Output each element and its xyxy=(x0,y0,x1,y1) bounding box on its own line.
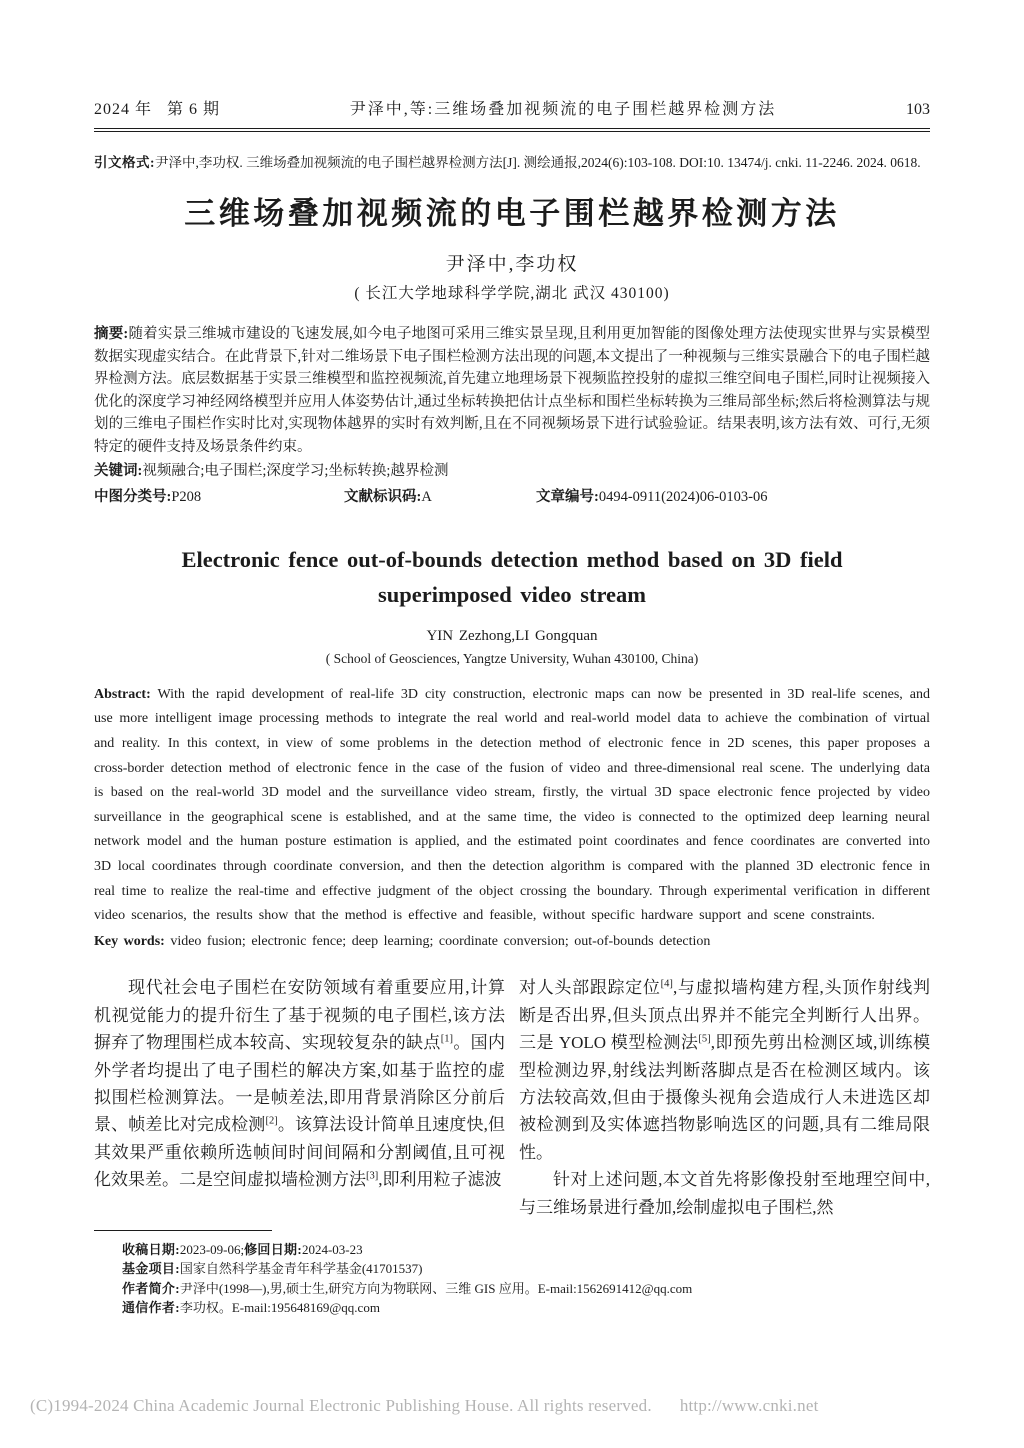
header-divider xyxy=(94,128,930,132)
article-title-cn: 三维场叠加视频流的电子围栏越界检测方法 xyxy=(184,196,840,231)
keywords-en-label: Key words: xyxy=(94,933,165,949)
footnote-divider xyxy=(94,1230,272,1231)
clc-label: 中图分类号: xyxy=(94,489,172,506)
footnote-corresponding-author: 通信作者:李功权。E-mail:195648169@qq.com xyxy=(122,1300,380,1316)
clc-value: P208 xyxy=(171,489,202,506)
citation-text: 尹泽中,李功权. 三维场叠加视频流的电子围栏越界检测方法[J]. 测绘通报,2024(6):103-108. DOI:10. 13474/j. cnki. 11-2246. 2024. 0618. xyxy=(155,155,921,170)
citation-line xyxy=(94,150,930,176)
abstract-cn-label: 摘要: xyxy=(94,326,129,342)
authors-en: YIN Zezhong,LI Gongquan xyxy=(426,627,598,644)
body-right-column xyxy=(519,974,930,1221)
article-title-en xyxy=(94,542,930,612)
footnote-author-bio: 作者简介:尹泽中(1998—),男,硕士生,研究方向为物联网、三维 GIS 应用。E-mail:1562691412@qq.com xyxy=(122,1280,693,1296)
keywords-cn-text: 视频融合;电子围栏;深度学习;坐标转换;越界检测 xyxy=(142,462,449,479)
keywords-cn xyxy=(94,460,930,483)
article-title-en-line1: Electronic fence out-of-bounds detection method based on 3D field xyxy=(181,546,843,572)
running-title: 尹泽中,等:三维场叠加视频流的电子围栏越界检测方法 xyxy=(349,101,777,118)
article-id xyxy=(536,486,930,509)
keywords-cn-label: 关键词: xyxy=(94,462,143,479)
document-code xyxy=(344,486,536,509)
paragraph: 对人头部跟踪定位[4],与虚拟墙构建方程,头顶作射线判断是否出界,但头顶点出界并不能完全判断行人出界。三是 YOLO 模型检测法[5],即预先剪出检测区域,训练模型检测边界,射线法判断落脚点是否在检测区域内。该方法较高效,但由于摄像头视角会造成行人未进选区却被检测到及实体遮挡物影响选区的问题,具有二维局限性。 xyxy=(519,978,931,1162)
body-left-column xyxy=(94,974,505,1221)
copyright-url: http://www.cnki.net xyxy=(679,1396,819,1415)
copyright-notice xyxy=(30,1396,819,1416)
clc-number xyxy=(94,486,344,509)
keywords-en-text: video fusion; electronic fence; deep learning; coordinate conversion; out-of-bounds detection xyxy=(164,933,711,949)
abstract-en xyxy=(94,683,930,929)
affiliation-cn: ( 长江大学地球科学学院,湖北 武汉 430100) xyxy=(354,285,670,302)
article-id-value: 0494-0911(2024)06-0103-06 xyxy=(598,489,768,506)
body-columns xyxy=(94,974,930,1221)
paragraph: 针对上述问题,本文首先将影像投射至地理空间中,与三维场景进行叠加,绘制虚拟电子围栏,然 xyxy=(519,1170,930,1217)
abstract-cn-text: 随着实景三维城市建设的飞速发展,如今电子地图可采用三维实景呈现,且利用更加智能的图像处理方法使现实世界与实景模型数据实现虚实结合。在此背景下,针对二维场景下电子围栏检测方法出现的问题,本文提出了一种视频与三维实景融合下的电子围栏越界检测方法。底层数据基于实景三维模型和监控视频流,首先建立地理场景下视频监控投射的虚拟三维空间电子围栏,同时让视频接入优化的深度学习神经网络模型并应用人体姿势估计,通过坐标转换把估计点坐标和围栏坐标转换为三维局部坐标;然后将检测算法与规划的三维电子围栏作实时比对,实现物体越界的实时有效判断,且在不同视频场景下进行试验验证。结果表明,该方法有效、可行,无须特定的硬件支持及场景条件约束。 xyxy=(94,326,930,455)
paragraph: 现代社会电子围栏在安防领域有着重要应用,计算机视觉能力的提升衍生了基于视频的电子围栏,该方法摒弃了物理围栏成本较高、实现较复杂的缺点[1]。国内外学者均提出了电子围栏的解决方案,如基于监控的虚拟围栏检测算法。一是帧差法,即用背景消除区分前后景、帧差比对完成检测[2]。该算法设计简单且速度快,但其效果严重依赖所选帧间时间间隔和分割阈值,且可视化效果差。二是空间虚拟墙检测方法[3],即利用粒子滤波 xyxy=(94,978,506,1190)
footnotes xyxy=(94,1240,930,1318)
article-title-en-line2: superimposed video stream xyxy=(377,581,647,607)
page-number: 103 xyxy=(906,101,930,118)
footnote-funding: 基金项目:国家自然科学基金青年科学基金(41701537) xyxy=(122,1261,423,1277)
issue-info: 2024 年 第 6 期 xyxy=(94,101,221,118)
doc-code-value: A xyxy=(421,489,432,506)
article-id-label: 文章编号: xyxy=(536,489,599,506)
affiliation-en: ( School of Geosciences, Yangtze University, Wuhan 430100, China) xyxy=(325,650,699,666)
citation-label: 引文格式: xyxy=(94,155,155,170)
running-header xyxy=(94,96,930,119)
copyright-text: (C)1994-2024 China Academic Journal Electronic Publishing House. All rights reserved. xyxy=(30,1396,652,1415)
classification-row xyxy=(94,486,930,509)
authors-cn: 尹泽中,李功权 xyxy=(445,254,579,275)
abstract-en-text: With the rapid development of real-life 3D city construction, electronic maps can now be presented in 3D real-life scenes, and use more intelligent image processing methods to integrate the real world and real-world model data to achieve the combination of virtual and reality. In this context, in view of some problems in the detection method of electronic fence in 2D scenes, this paper proposes a cross-border detection method of electronic fence in the case of the fusion of video and three-dimensional real scene. The underlying data is based on the real-world 3D model and the surveillance video stream, firstly, the virtual 3D space electronic fence projected by video surveillance in the geographical scene is established, and at the same time, the video is connected to the optimized deep learning neural network model and the human posture estimation is applied, and the estimated point coordinates and fence coordinates are converted into 3D local coordinates through coordinate conversion, and then the detection algorithm is compared with the planned 3D electronic fence in real time to realize the real-time and effective judgment of the object crossing the boundary. Through experimental verification in different video scenarios, the results show that the method is effective and feasible, without specific hardware support and scene constraints. xyxy=(94,686,930,924)
abstract-en-label: Abstract: xyxy=(94,686,151,702)
keywords-en xyxy=(94,930,930,955)
abstract-cn xyxy=(94,323,930,459)
footnote-received-date: 收稿日期:2023-09-06;修回日期:2024-03-23 xyxy=(122,1241,363,1257)
doc-code-label: 文献标识码: xyxy=(344,489,422,506)
